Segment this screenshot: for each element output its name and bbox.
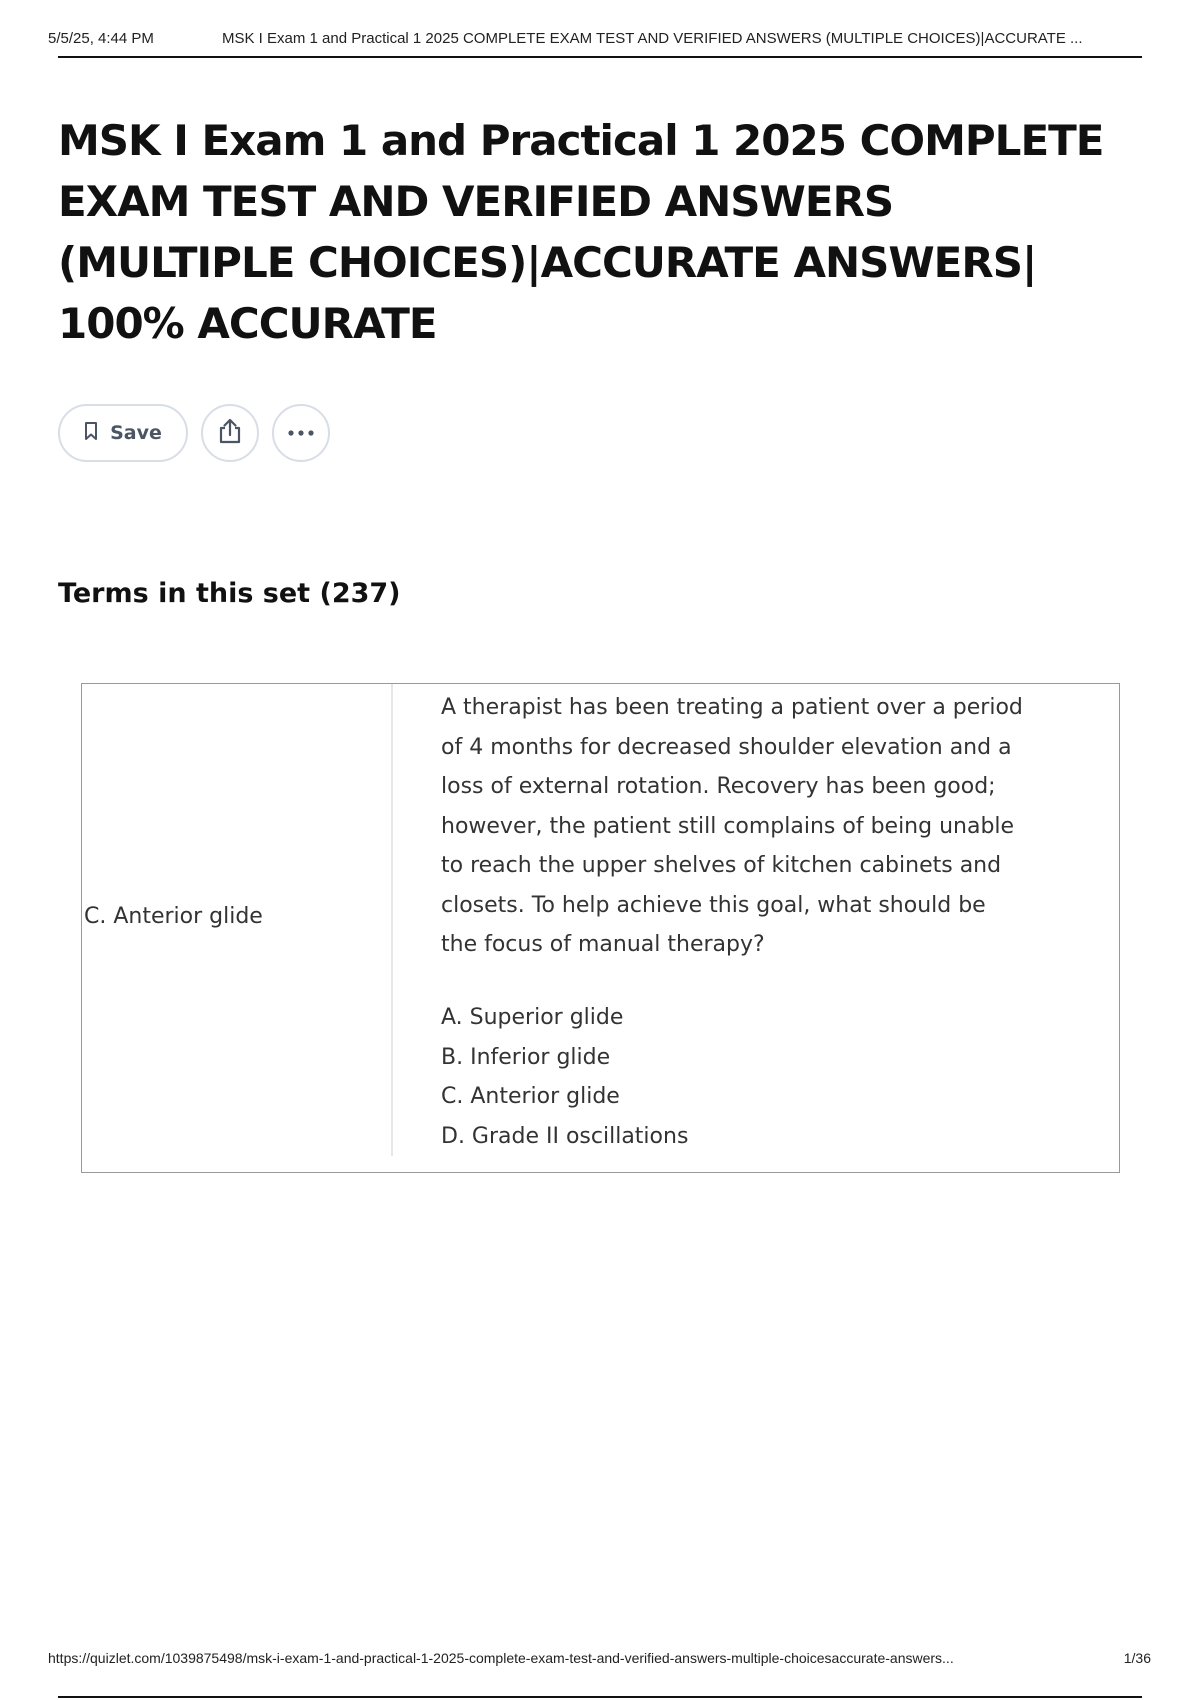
bookmark-icon [84,421,98,446]
term-answer: C. Anterior glide [84,904,263,929]
action-bar [58,404,330,462]
choice-item: B. Inferior glide [441,1044,611,1070]
terms-heading: Terms in this set (237) [58,578,401,609]
term-question: A therapist has been treating a patient over a period of 4 months for decreased shoulder elevation and a loss of external rotation. Recovery has been good; however, the patient still complains of being unable to reach the upper shelves of kitchen cabinets and closets. To help achieve this goal, what should be the focus of manual therapy? [441,695,1023,957]
header-divider [58,56,1142,58]
choice-item: A. Superior glide [441,1005,624,1030]
term-choices [441,998,688,1156]
share-icon [217,417,243,450]
term-card-divider [391,684,393,1156]
footer-divider [58,1696,1142,1698]
more-options-button[interactable] [272,404,330,462]
save-button-label: Save [110,422,162,444]
choice-item: D. Grade II oscillations [441,1123,689,1149]
print-doc-title: MSK I Exam 1 and Practical 1 2025 COMPLETE EXAM TEST AND VERIFIED ANSWERS (MULTIPLE CHOICES)|ACCURATE ... [222,30,1083,47]
page-number: 1/36 [1123,1650,1151,1666]
term-card [81,683,1120,1173]
more-horizontal-icon [287,424,315,442]
save-button[interactable] [58,404,188,462]
print-url: https://quizlet.com/1039875498/msk-i-exam-1-and-practical-1-2025-complete-exam-test-and-verified-answers-multiple-choicesaccurate-answers... [48,1650,954,1666]
page-title: MSK I Exam 1 and Practical 1 2025 COMPLETE EXAM TEST AND VERIFIED ANSWERS (MULTIPLE CHOICES)|ACCURATE ANSWERS| 100% ACCURATE [58,116,1104,348]
choice-item: C. Anterior glide [441,1084,620,1109]
print-date: 5/5/25, 4:44 PM [48,30,154,47]
share-button[interactable] [201,404,259,462]
